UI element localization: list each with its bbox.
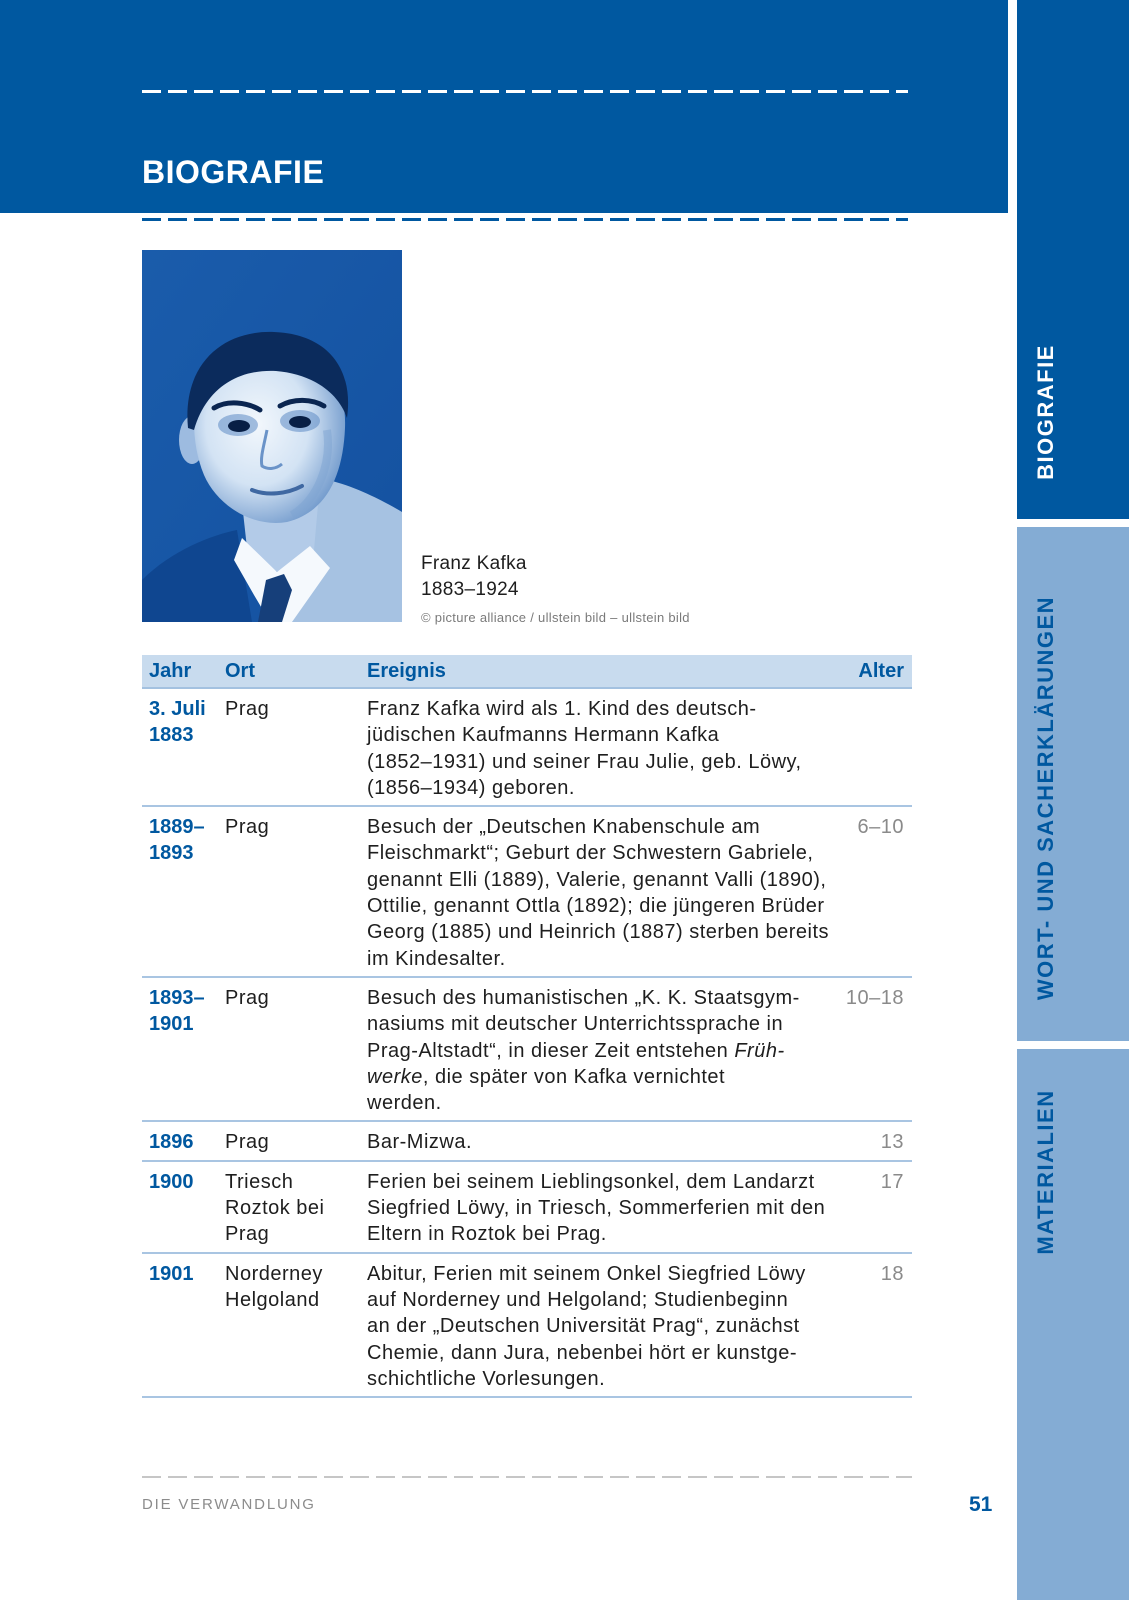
event-line: auf Norderney und Helgoland; Studienbeginn	[367, 1288, 789, 1311]
place-line: Roztok bei	[225, 1197, 325, 1220]
event-line: genannt Elli (1889), Valerie, genannt Valli (1890),	[367, 868, 827, 891]
column-header-year: Jahr	[149, 660, 192, 682]
table-body	[142, 689, 912, 1398]
column-header-place: Ort	[225, 660, 255, 682]
table-row	[142, 978, 912, 1122]
event-line: Ferien bei seinem Lieblingsonkel, dem Landarzt	[367, 1170, 815, 1193]
event-line: Besuch des humanistischen „K. K. Staatsgym-	[367, 986, 800, 1009]
year-line: 1893	[149, 842, 194, 865]
table-row	[142, 689, 912, 807]
place-line: Prag	[225, 986, 270, 1009]
table-row	[142, 807, 912, 978]
age-value: 18	[880, 1262, 904, 1285]
year-cell	[142, 696, 218, 801]
year-line: 1889–	[149, 816, 205, 839]
year-line: 1901	[149, 1013, 194, 1036]
year-line: 1893–	[149, 986, 205, 1009]
age-cell	[840, 1129, 912, 1155]
age-value: 13	[880, 1131, 904, 1154]
table-header-row	[142, 655, 912, 689]
place-line: Prag	[225, 1223, 270, 1246]
place-cell	[218, 1261, 360, 1392]
place-cell	[218, 1129, 360, 1155]
event-line: Franz Kafka wird als 1. Kind des deutsch-	[367, 698, 757, 720]
header-dashed-rule	[142, 90, 908, 93]
place-cell	[218, 814, 360, 972]
line-segment: Prag-Altstadt“, in dieser Zeit entstehen	[367, 1039, 735, 1062]
event-line: (1852–1931) und seiner Frau Julie, geb. Löwy,	[367, 750, 802, 773]
place-cell	[218, 985, 360, 1116]
event-cell	[360, 696, 840, 801]
event-cell	[360, 1169, 840, 1248]
caption-name: Franz Kafka	[421, 553, 527, 574]
portrait	[142, 250, 402, 622]
age-value: 10–18	[845, 986, 904, 1009]
event-line: werden.	[367, 1092, 442, 1115]
age-value: 6–10	[857, 816, 904, 839]
year-cell	[142, 814, 218, 972]
event-line: Abitur, Ferien mit seinem Onkel Siegfried Löwy	[367, 1262, 806, 1285]
sidebar-tab-materialien	[1017, 1049, 1129, 1600]
event-line: Bar-Mizwa.	[367, 1131, 473, 1154]
year-line: 1883	[149, 724, 194, 747]
event-cell	[360, 814, 840, 972]
age-cell	[840, 696, 912, 801]
year-line: 1900	[149, 1170, 194, 1193]
event-cell	[360, 1129, 840, 1155]
page-title: BIOGRAFIE	[142, 154, 325, 190]
year-cell	[142, 1261, 218, 1392]
event-line: Georg (1885) und Heinrich (1887) sterben bereits	[367, 921, 830, 944]
place-cell	[218, 696, 360, 801]
event-line: jüdischen Kaufmanns Hermann Kafka	[367, 724, 720, 747]
sidebar-tab-label: MATERIALIEN	[1033, 1089, 1058, 1255]
event-line: im Kindesalter.	[367, 947, 506, 970]
year-line: 1896	[149, 1131, 194, 1154]
column-header-age: Alter	[858, 660, 904, 682]
place-line: Triesch	[225, 1170, 294, 1193]
sidebar-tab-label: WORT- UND SACHERKLÄRUNGEN	[1033, 595, 1058, 1001]
place-line: Prag	[225, 698, 270, 720]
caption-years: 1883–1924	[421, 579, 519, 600]
table-row	[142, 1162, 912, 1254]
event-line: Besuch der „Deutschen Knabenschule am	[367, 816, 761, 839]
biography-table	[142, 655, 912, 1398]
footer-book-title: DIE VERWANDLUNG	[142, 1496, 316, 1513]
event-line: nasiums mit deutscher Unterrichtssprache in	[367, 1013, 784, 1036]
event-line	[367, 1038, 840, 1064]
age-cell	[840, 1261, 912, 1392]
year-cell	[142, 985, 218, 1116]
event-line: Fleischmarkt“; Geburt der Schwestern Gabriele,	[367, 842, 814, 865]
event-cell	[360, 985, 840, 1116]
event-line: Eltern in Roztok bei Prag.	[367, 1223, 607, 1246]
event-line: (1856–1934) geboren.	[367, 776, 575, 799]
photo-credit: © picture alliance / ullstein bild – ullstein bild	[421, 610, 690, 625]
emphasized-text: werke	[367, 1065, 423, 1088]
column-header-event: Ereignis	[367, 660, 446, 682]
place-line: Prag	[225, 816, 270, 839]
year-cell	[142, 1169, 218, 1248]
year-cell	[142, 1129, 218, 1155]
page-number: 51	[969, 1493, 993, 1516]
age-value: 17	[880, 1170, 904, 1193]
age-cell	[840, 814, 912, 972]
age-cell	[840, 1169, 912, 1248]
title-dashed-rule	[142, 218, 908, 221]
age-cell	[840, 985, 912, 1116]
year-line: 1901	[149, 1262, 194, 1285]
line-segment: , die später von Kafka vernichtet	[422, 1065, 726, 1088]
place-line: Prag	[225, 1131, 270, 1154]
event-line: an der „Deutschen Universität Prag“, zunächst	[367, 1315, 800, 1338]
place-cell	[218, 1169, 360, 1248]
sidebar-tab-biografie	[1017, 0, 1129, 519]
event-line: Chemie, dann Jura, nebenbei hört er kunstge-	[367, 1341, 798, 1364]
table-row	[142, 1254, 912, 1398]
event-line: Siegfried Löwy, in Triesch, Sommerferien mit den	[367, 1197, 826, 1220]
year-line: 3. Juli	[149, 698, 206, 720]
table-row	[142, 1122, 912, 1161]
event-line: schichtliche Vorlesungen.	[367, 1367, 606, 1390]
emphasized-text: Früh-	[734, 1039, 785, 1062]
event-line	[367, 1064, 840, 1090]
event-line: Ottilie, genannt Ottla (1892); die jüngeren Brüder	[367, 895, 825, 918]
footer-dashed-rule	[142, 1476, 912, 1478]
sidebar-tab-wort-und-sacherklaerungen	[1017, 527, 1129, 1041]
sidebar-tab-label: BIOGRAFIE	[1033, 344, 1058, 480]
place-line: Helgoland	[225, 1288, 320, 1311]
portrait-photo	[142, 250, 402, 622]
header-band	[0, 0, 1008, 213]
place-line: Norderney	[225, 1262, 323, 1285]
event-cell	[360, 1261, 840, 1392]
